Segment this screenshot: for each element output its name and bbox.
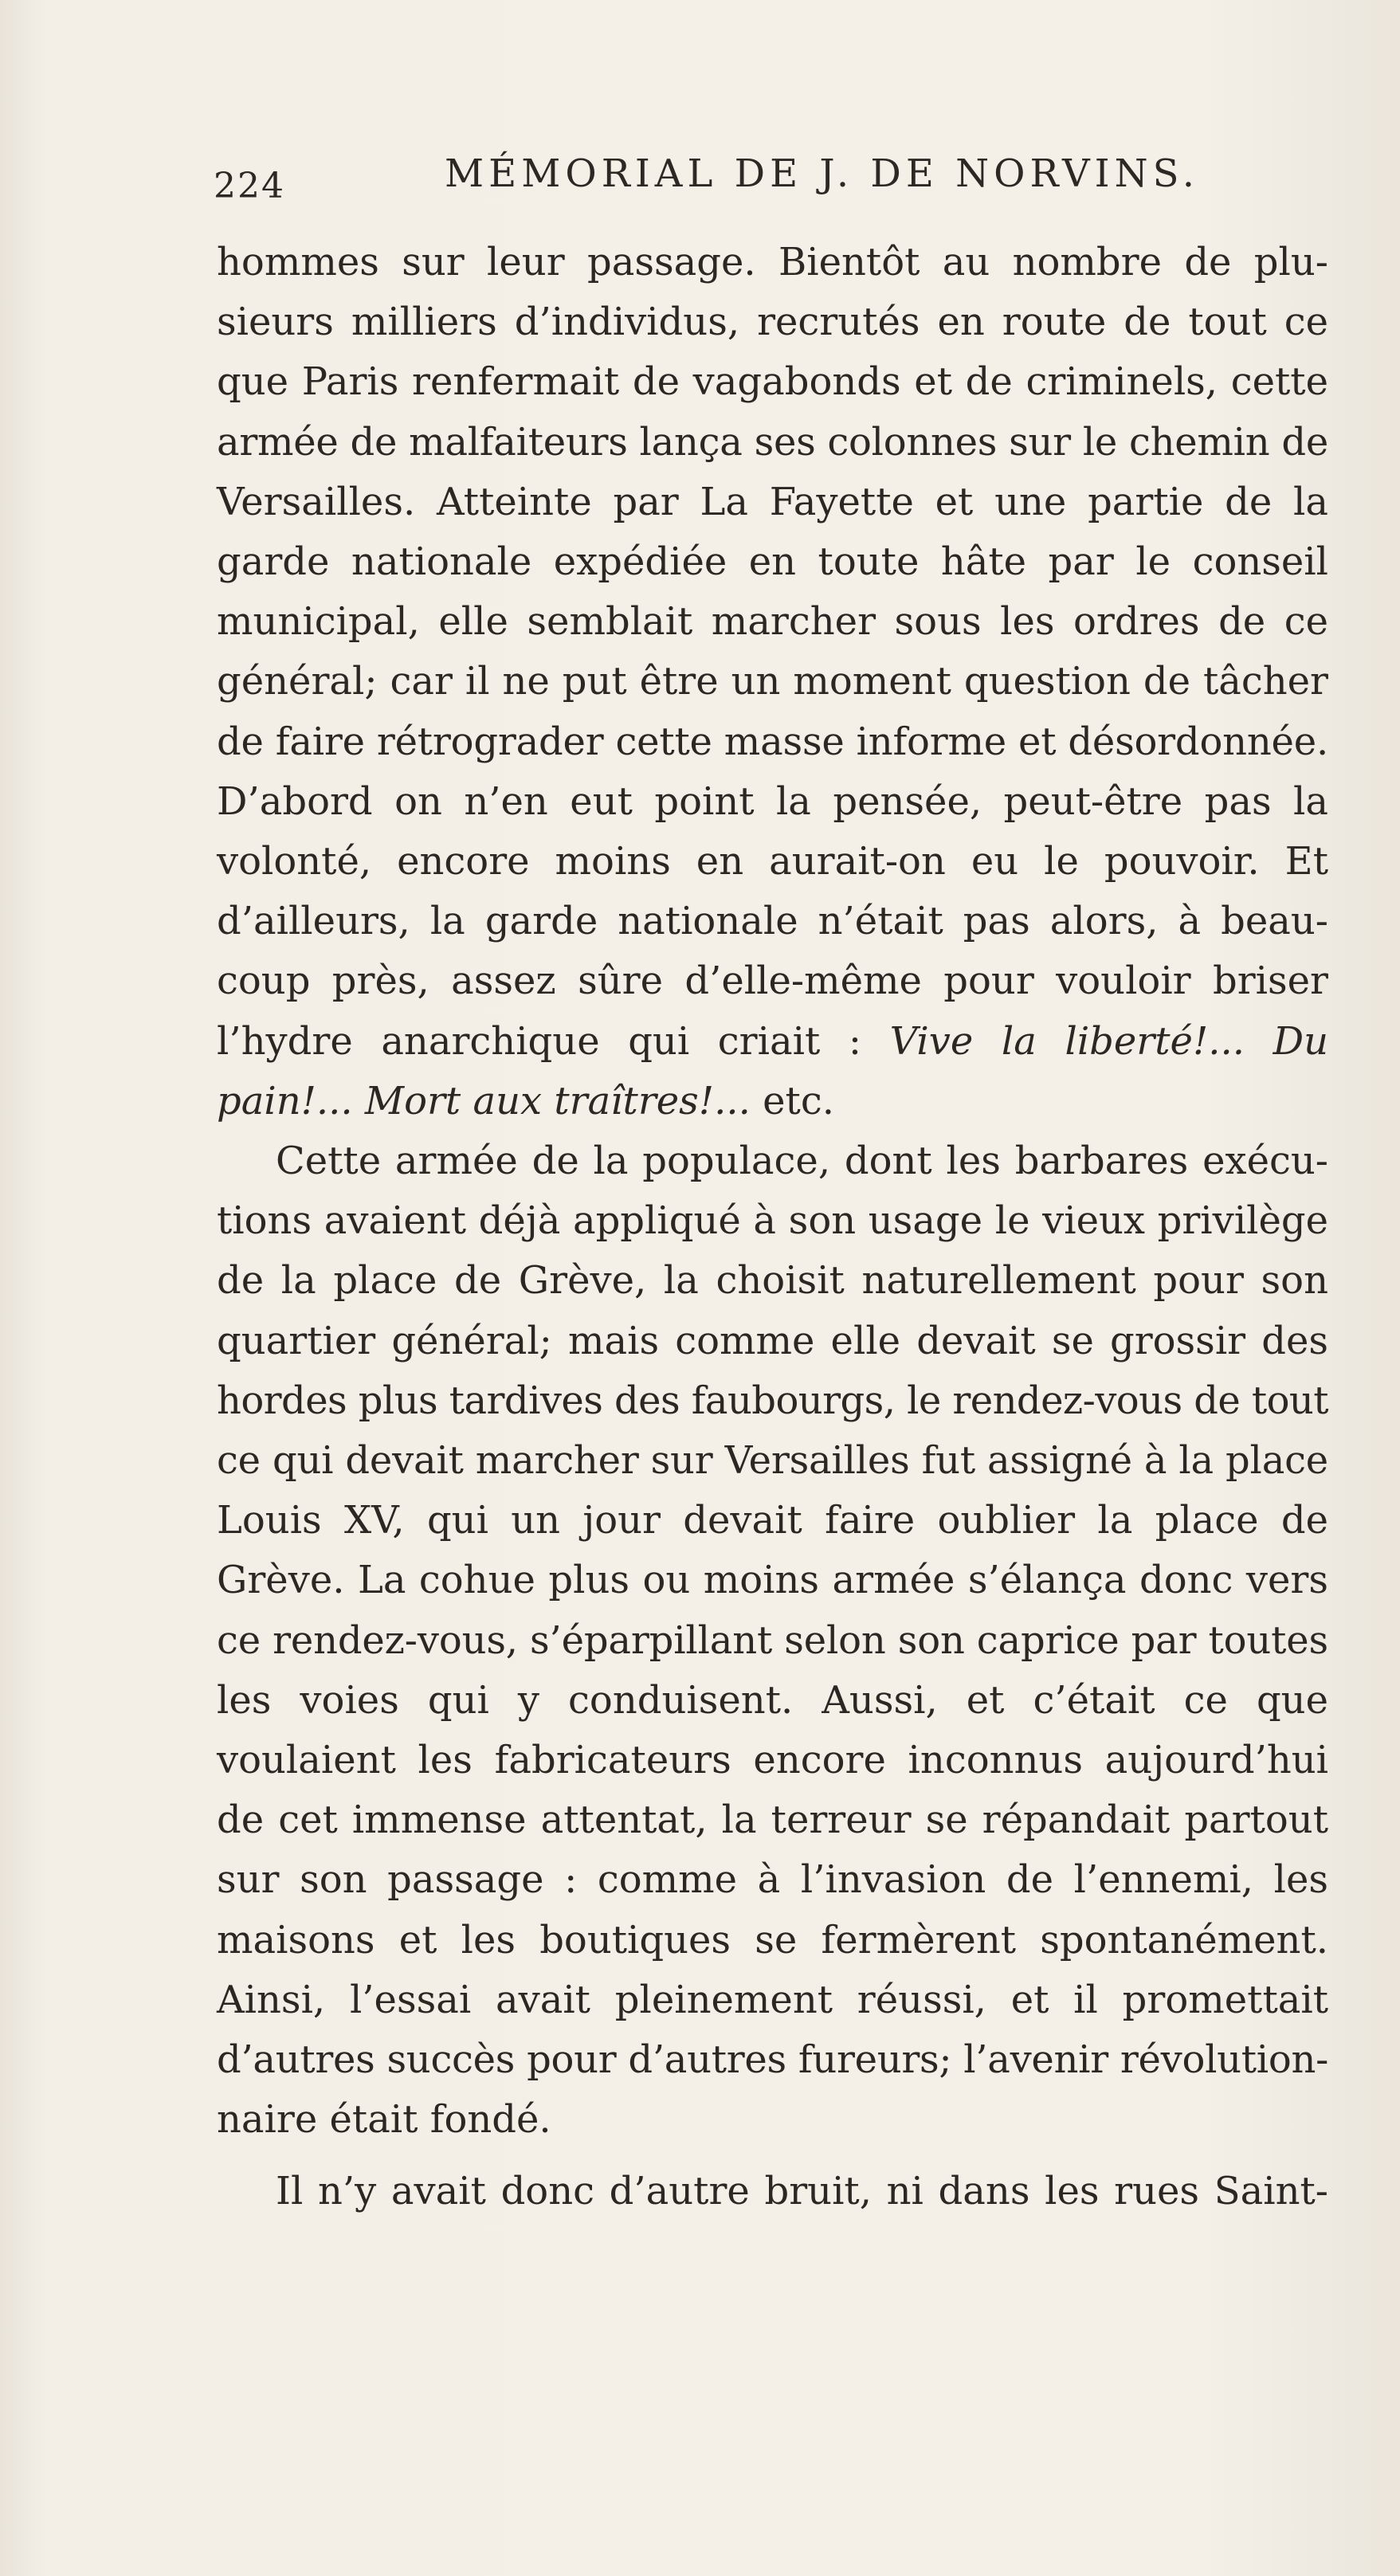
text-line: de cet immense attentat, la terreur se répandait partout	[217, 1798, 1328, 1843]
text-line: que Paris renfermait de vagabonds et de criminels, cette	[217, 359, 1328, 405]
text-line: armée de malfaiteurs lança ses colonnes sur le chemin de	[217, 419, 1328, 465]
text-line-with-quote	[217, 1012, 1328, 1072]
text-line: Grève. La cohue plus ou moins armée s’élança donc vers	[217, 1558, 1328, 1603]
text-line: coup près, assez sûre d’elle-même pour vouloir briser	[217, 959, 1328, 1004]
text-line: de la place de Grève, la choisit naturellement pour son	[217, 1258, 1328, 1304]
running-title: MÉMORIAL DE J. DE NORVINS.	[445, 151, 1200, 196]
italic-quote: Vive la liberté!... Du	[889, 1018, 1329, 1064]
text-line: sieurs milliers d’individus, recrutés en route de tout ce	[217, 300, 1328, 345]
text-line: garde nationale expédiée en toute hâte par le conseil	[217, 539, 1328, 585]
running-header	[214, 151, 1329, 207]
paragraph-1	[217, 233, 1328, 1131]
text-line: général; car il ne put être un moment question de tâcher	[217, 659, 1328, 704]
text-line: maisons et les boutiques se fermèrent spontanément.	[217, 1917, 1328, 1962]
text-line-indented: Cette armée de la populace, dont les barbares exécu-	[276, 1139, 1328, 1184]
text-line: d’autres succès pour d’autres fureurs; l’avenir révolution-	[217, 2037, 1329, 2083]
line-suffix: etc.	[750, 1078, 834, 1123]
text-line: D’abord on n’en eut point la pensée, peut-être pas la	[217, 778, 1328, 824]
text-line: ce qui devait marcher sur Versailles fut assigné à la place	[217, 1438, 1329, 1484]
italic-quote-continued: pain!... Mort aux traîtres!...	[217, 1078, 751, 1123]
text-line-last: naire était fondé.	[217, 2097, 551, 2143]
text-line: hommes sur leur passage. Bientôt au nombre de plu-	[217, 240, 1328, 284]
text-line: municipal, elle semblait marcher sous les ordres de ce	[217, 599, 1328, 645]
body-text	[217, 233, 1328, 2221]
text-line: les voies qui y conduisent. Aussi, et c’était ce que	[217, 1677, 1328, 1723]
page-number: 224	[214, 166, 285, 206]
text-line: Versailles. Atteinte par La Fayette et une partie de la	[217, 479, 1328, 524]
text-line: volonté, encore moins en aurait-on eu le pouvoir. Et	[217, 839, 1328, 884]
text-line-indented: Il n’y avait donc d’autre bruit, ni dans les rues Saint-	[276, 2168, 1328, 2213]
text-line-with-quote-end	[217, 1072, 1328, 1131]
paragraph-3	[217, 2162, 1328, 2221]
text-line: ce rendez-vous, s’éparpillant selon son caprice par toutes	[217, 1617, 1329, 1663]
text-line: quartier général; mais comme elle devait se grossir des	[217, 1318, 1328, 1363]
text-line: voulaient les fabricateurs encore inconnus aujourd’hui	[217, 1738, 1328, 1783]
text-line: de faire rétrograder cette masse informe et désordonnée.	[217, 719, 1329, 764]
text-line: Ainsi, l’essai avait pleinement réussi, et il promettait	[217, 1977, 1328, 2022]
paragraph-2	[217, 1131, 1328, 2150]
line-prefix: l’hydre anarchique qui criait :	[217, 1018, 890, 1064]
text-line: Louis XV, qui un jour devait faire oublier la place de	[217, 1498, 1328, 1543]
text-line: sur son passage : comme à l’invasion de l’ennemi, les	[217, 1857, 1328, 1903]
text-line: d’ailleurs, la garde nationale n’était pas alors, à beau-	[217, 899, 1328, 944]
text-line: tions avaient déjà appliqué à son usage le vieux privilège	[217, 1198, 1328, 1244]
text-line: hordes plus tardives des faubourgs, le rendez-vous de tout	[217, 1378, 1328, 1423]
